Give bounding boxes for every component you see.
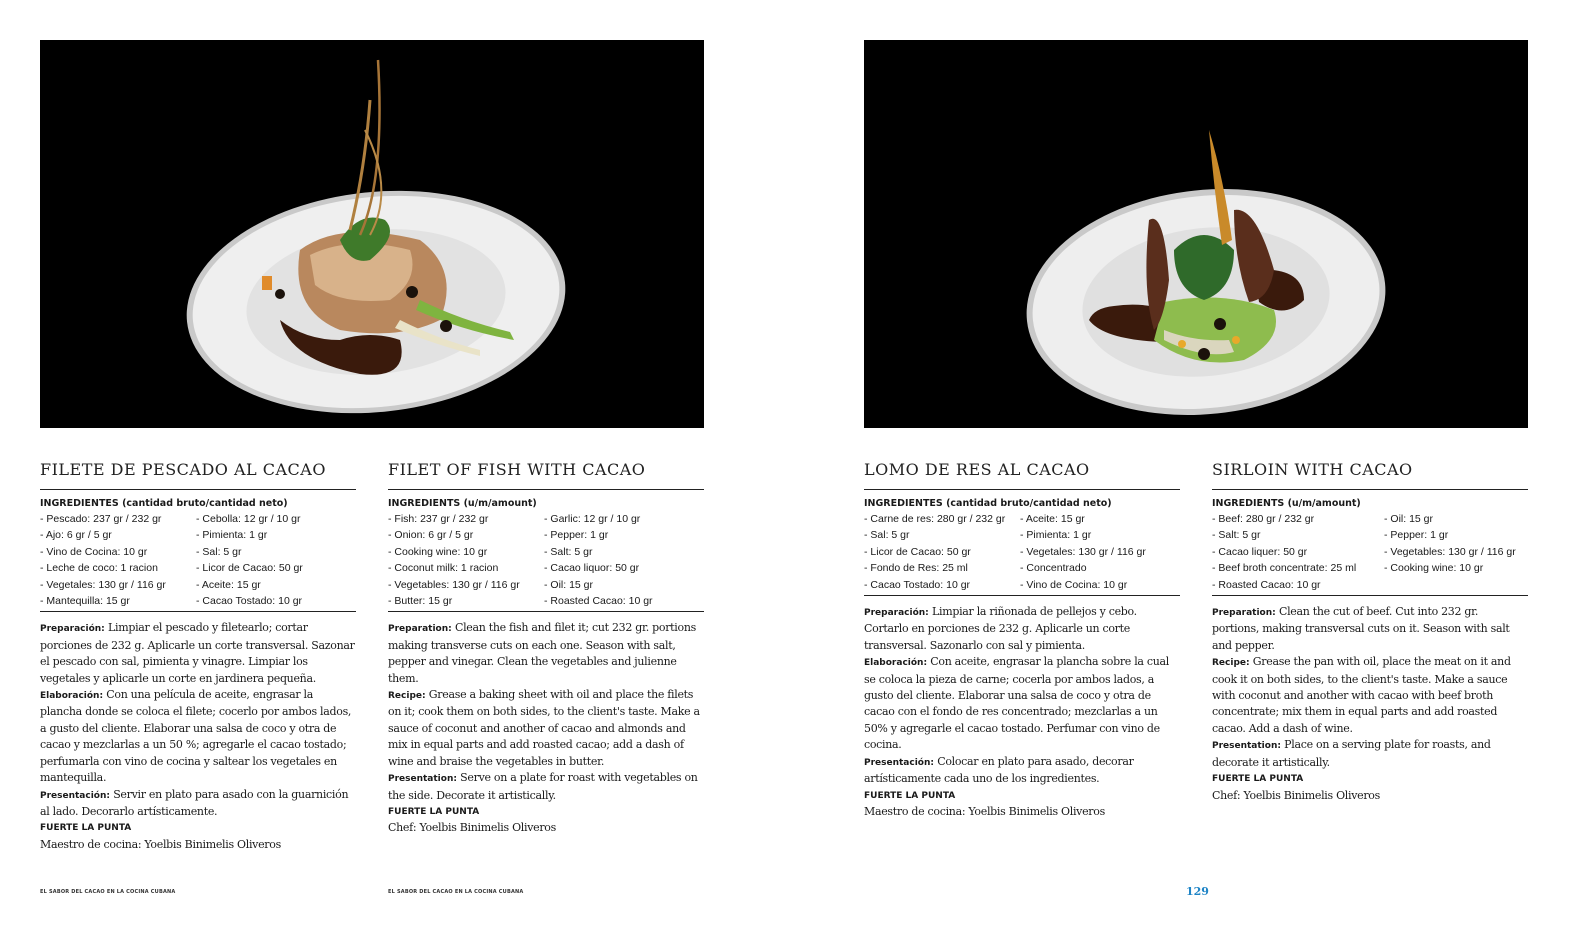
preparation-label: Preparación:	[40, 624, 105, 635]
preparation-text: Clean the cut of beef. Cut into 232 gr. portions, making transversal cuts on it. Season with salt and pepper.	[1212, 605, 1510, 652]
ingredient-item: - Pepper: 1 gr	[1384, 529, 1449, 542]
fish-dish-photo	[40, 40, 704, 428]
ingredient-item: - Licor de Cacao: 50 gr	[864, 545, 971, 558]
ingredient-item: - Coconut milk: 1 racion	[388, 562, 499, 575]
ingredient-item: - Leche de coco: 1 racion	[40, 562, 158, 575]
ingredient-item	[1384, 577, 1528, 593]
page-number: 129	[1186, 885, 1209, 898]
recipe-title: LOMO DE RES AL CACAO	[864, 460, 1180, 490]
restaurant-name: FUERTE LA PUNTA	[388, 806, 480, 817]
ingredient-item: - Pimienta: 1 gr	[196, 529, 268, 542]
ingredient-item: - Aceite: 15 gr	[196, 578, 261, 591]
ingredient-item: - Concentrado	[1020, 562, 1087, 575]
ingredient-item: - Cacao liquer: 50 gr	[1212, 545, 1308, 558]
ingredient-item: - Mantequilla: 15 gr	[40, 595, 130, 608]
ingredient-item: - Garlic: 12 gr / 10 gr	[544, 513, 641, 525]
restaurant-name: FUERTE LA PUNTA	[1212, 774, 1304, 785]
ingredient-item: - Salt: 5 gr	[1212, 529, 1261, 542]
restaurant-name: FUERTE LA PUNTA	[40, 823, 132, 834]
running-footer-left: EL SABOR DEL CACAO EN LA COCINA CUBANA	[40, 889, 176, 895]
ingredients-list	[1212, 511, 1528, 596]
elaboration-text: Con aceite, engrasar la plancha sobre la cual se coloca la pieza de carne; cocerla por ambos lados, a gusto del cliente. Elaborar una salsa de coco y otra de cacao con el fondo de res concentrado; mezclarlas a un 50% y agregarle el cacao tostado. Perfumar con vino de cocina.	[864, 655, 1170, 752]
beef-dish-photo	[864, 40, 1528, 428]
ingredient-item: - Roasted Cacao: 10 gr	[1212, 578, 1321, 591]
ingredients-list	[40, 511, 356, 612]
ingredient-item: - Aceite: 15 gr	[1020, 513, 1085, 525]
recipe-title: FILET OF FISH WITH CACAO	[388, 460, 704, 490]
elaboration-text: Con una película de aceite, engrasar la plancha donde se coloca el filete; cocerlo por ambos lados, a gusto del cliente. Elaborar una salsa de coco y otra de cacao y mezclarlas a un 50 %; agregarle el cacao tostado; perfumarla con vino de cocina y saltear los vegetales en mantequilla.	[40, 688, 352, 785]
presentation-label: Presentación:	[40, 790, 110, 801]
ingredient-item: - Fondo de Res: 25 ml	[864, 562, 968, 575]
ingredient-item: - Onion: 6 gr / 5 gr	[388, 529, 474, 542]
ingredient-item: - Pepper: 1 gr	[544, 529, 609, 542]
preparation-text: Limpiar la riñonada de pellejos y cebo. Cortarlo en porciones de 232 g. Aplicarle un corte transversal. Sazonarlo con sal y pimienta.	[864, 605, 1137, 652]
ingredient-item: - Cebolla: 12 gr / 10 gr	[196, 513, 301, 525]
ingredient-item: - Pescado: 237 gr / 232 gr	[40, 513, 162, 525]
ingredient-item: - Beef: 280 gr / 232 gr	[1212, 513, 1315, 525]
ingredient-item: - Cacao Tostado: 10 gr	[864, 578, 971, 591]
recipe-instructions	[864, 604, 1180, 820]
presentation-text: Serve on a plate for roast with vegetables on the side. Decorate it artistically.	[388, 771, 698, 802]
chef-credit: Chef: Yoelbis Binimelis Oliveros	[388, 821, 556, 835]
ingredient-item: - Pimienta: 1 gr	[1020, 529, 1092, 542]
recipe-fish-spanish	[40, 460, 356, 853]
preparation-label: Preparación:	[864, 608, 929, 619]
ingredient-item: - Vegetales: 130 gr / 116 gr	[1020, 545, 1146, 558]
ingredients-heading: INGREDIENTS (u/m/amount)	[1212, 498, 1361, 509]
presentation-label: Presentación:	[864, 757, 934, 768]
ingredient-item: - Cacao Tostado: 10 gr	[196, 595, 303, 608]
restaurant-name: FUERTE LA PUNTA	[864, 790, 956, 801]
ingredient-item: - Oil: 15 gr	[544, 578, 594, 591]
ingredient-item: - Vegetables: 130 gr / 116 gr	[1384, 545, 1516, 558]
ingredient-item: - Vegetables: 130 gr / 116 gr	[388, 578, 520, 591]
recipe-beef-spanish	[864, 460, 1180, 820]
preparation-text: Clean the fish and filet it; cut 232 gr. portions making transverse cuts on each one. Season with salt, pepper and vinegar. Clean the vegetables and julienne them.	[388, 621, 696, 685]
presentation-label: Presentation:	[1212, 741, 1281, 752]
ingredient-item: - Sal: 5 gr	[196, 545, 242, 558]
ingredient-item: - Fish: 237 gr / 232 gr	[388, 513, 489, 525]
chef-credit: Maestro de cocina: Yoelbis Binimelis Oliveros	[864, 804, 1105, 818]
ingredient-item: - Cacao liquor: 50 gr	[544, 562, 640, 575]
recipe-instructions	[40, 620, 356, 853]
recipe-fish-english	[388, 460, 704, 837]
ingredient-item: - Butter: 15 gr	[388, 595, 453, 608]
ingredient-item: - Vino de Cocina: 10 gr	[1020, 578, 1128, 591]
elaboration-label: Elaboración:	[40, 691, 104, 702]
recipe-text: Grease the pan with oil, place the meat on it and cook it on both sides, to the client's taste. Make a sauce with coconut and another with cacao with beef broth concentrate; mix them in equal parts and add roasted cacao. Add a dash of wine.	[1212, 655, 1511, 735]
ingredient-item: - Oil: 15 gr	[1384, 513, 1434, 525]
ingredient-item: - Ajo: 6 gr / 5 gr	[40, 529, 112, 542]
ingredients-heading: INGREDIENTES (cantidad bruto/cantidad neto)	[864, 498, 1112, 509]
preparation-label: Preparation:	[1212, 608, 1276, 619]
ingredients-list	[388, 511, 704, 612]
ingredient-item: - Roasted Cacao: 10 gr	[544, 595, 653, 608]
ingredients-heading: INGREDIENTS (u/m/amount)	[388, 498, 537, 509]
ingredient-item: - Carne de res: 280 gr / 232 gr	[864, 513, 1006, 525]
recipe-text: Grease a baking sheet with oil and place the filets on it; cook them on both sides, to the client's taste. Make a sauce of coconut and another of cacao and almonds and mix in equal parts and add roasted cacao; add a dash of wine and braise the vegetables in butter.	[388, 688, 700, 768]
chef-credit: Maestro de cocina: Yoelbis Binimelis Oliveros	[40, 837, 281, 851]
ingredient-item: - Cooking wine: 10 gr	[1384, 562, 1484, 575]
recipe-instructions	[388, 620, 704, 836]
ingredient-item: - Sal: 5 gr	[864, 529, 910, 542]
presentation-label: Presentation:	[388, 774, 457, 785]
recipe-title: FILETE DE PESCADO AL CACAO	[40, 460, 356, 490]
ingredient-item: - Salt: 5 gr	[544, 545, 593, 558]
ingredients-list	[864, 511, 1180, 596]
ingredient-item: - Vegetales: 130 gr / 116 gr	[40, 578, 166, 591]
recipe-label: Recipe:	[1212, 658, 1250, 669]
ingredient-item: - Licor de Cacao: 50 gr	[196, 562, 303, 575]
elaboration-label: Elaboración:	[864, 658, 928, 669]
ingredient-item: - Beef broth concentrate: 25 ml	[1212, 562, 1357, 575]
presentation-text: Colocar en plato para asado, decorar artísticamente cada uno de los ingredientes.	[864, 754, 1134, 786]
preparation-text: Limpiar el pescado y filetearlo; cortar porciones de 232 g. Aplicarle un corte transversal. Sazonar el pescado con sal, pimienta y vinagre. Limpiar los vegetales y aplicarle un corte en jardinera pequeña.	[40, 621, 355, 685]
recipe-title: SIRLOIN WITH CACAO	[1212, 460, 1528, 490]
presentation-text: Servir en plato para asado con la guarnición al lado. Decorarlo artísticamente.	[40, 787, 349, 818]
recipe-label: Recipe:	[388, 691, 426, 702]
ingredient-item: - Cooking wine: 10 gr	[388, 545, 488, 558]
recipe-instructions	[1212, 604, 1528, 804]
ingredient-item: - Vino de Cocina: 10 gr	[40, 545, 148, 558]
running-footer-center: EL SABOR DEL CACAO EN LA COCINA CUBANA	[388, 889, 524, 895]
ingredients-heading: INGREDIENTES (cantidad bruto/cantidad neto)	[40, 498, 288, 509]
recipe-beef-english	[1212, 460, 1528, 804]
presentation-text: Place on a serving plate for roasts, and decorate it artistically.	[1212, 738, 1491, 769]
chef-credit: Chef: Yoelbis Binimelis Oliveros	[1212, 788, 1380, 802]
preparation-label: Preparation:	[388, 624, 452, 635]
